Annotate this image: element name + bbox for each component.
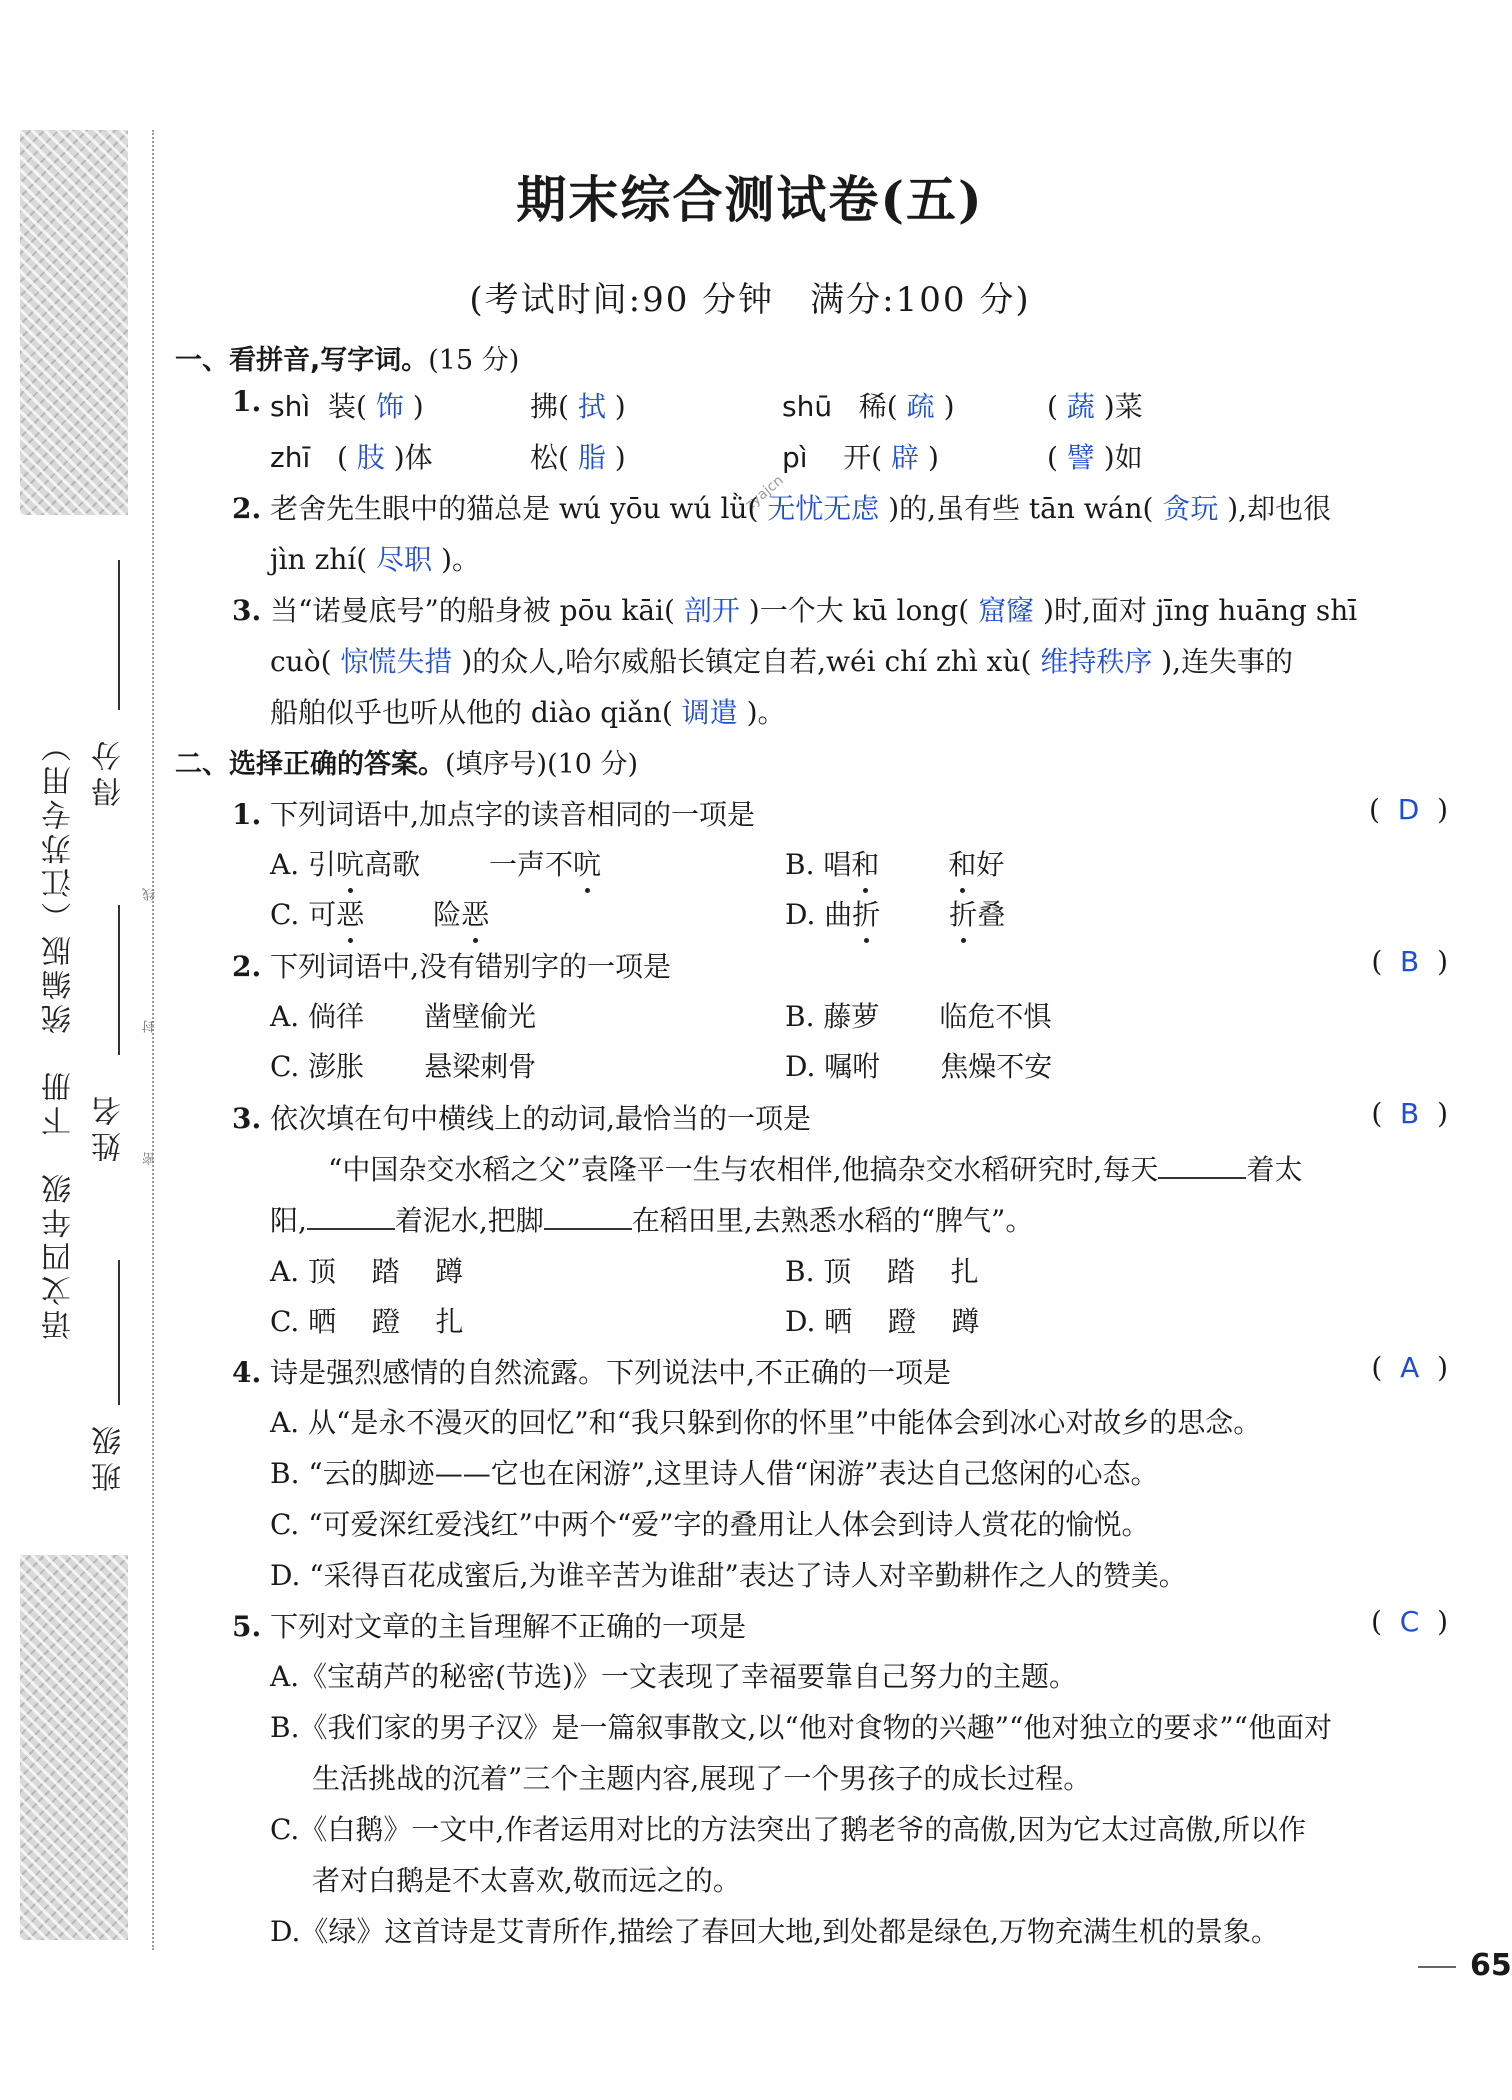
answer: 调遣 — [681, 696, 738, 729]
text: 老舍先生眼中的猫总是 wú yōu wú lǜ( — [270, 492, 759, 525]
class-label: 班级 — [92, 1420, 127, 1492]
answer: C — [1399, 1605, 1420, 1638]
s1-q1-row1 — [232, 385, 1472, 423]
answer: 疏 — [906, 390, 935, 423]
page-subtitle: (考试时间:90 分钟 满分:100 分) — [469, 280, 1031, 320]
text: 船舶似乎也听从他的 diào qiǎn( — [270, 696, 673, 729]
binding-dotted-line — [152, 130, 154, 1950]
s2-q3-option-a — [270, 1250, 463, 1290]
text: 当“诺曼底号”的船身被 pōu kāi( — [270, 594, 675, 627]
s2-q5-option-d: D.《绿》这首诗是艾青所作,描绘了春回大地,到处都是绿色,万物充满生机的景象。 — [270, 1915, 1280, 1948]
dotted-char: 折 — [852, 893, 880, 933]
s2-q3-option-c — [270, 1300, 464, 1340]
seal-mark-seal: 封 — [143, 1020, 158, 1033]
answer: B — [1400, 1097, 1420, 1130]
text: )体 — [393, 441, 433, 474]
text: 叠 — [977, 898, 1006, 931]
answer: 剖开 — [683, 594, 740, 627]
s2-q3-answer-box[interactable]: ( B ) — [1371, 1097, 1448, 1130]
section1-heading — [175, 338, 519, 377]
s2-q2-option-a — [270, 995, 536, 1035]
text: 悬梁刺骨 — [424, 1050, 537, 1083]
s2-q5-number: 5. — [232, 1610, 262, 1643]
s2-q3-passage-line2 — [270, 1199, 1033, 1239]
stem: 诗是强烈感情的自然流露。下列说法中,不正确的一项是 — [270, 1356, 952, 1389]
text: jìn zhí( — [270, 543, 368, 576]
answer: D — [1397, 793, 1420, 826]
text: 晒 — [308, 1305, 337, 1338]
text: 蹬 — [371, 1305, 400, 1338]
score-blank[interactable] — [118, 560, 120, 710]
option-letter: D. — [785, 1305, 816, 1338]
text: 焦燥不安 — [940, 1050, 1053, 1083]
s2-q5-answer-box[interactable]: ( C ) — [1370, 1605, 1448, 1638]
s2-q4-option-a: A. 从“是永不漫灭的回忆”和“我只躲到你的怀里”中能体会到冰心对故乡的思念。 — [270, 1406, 1262, 1439]
answer: 饰 — [375, 390, 404, 423]
seal-mark-secret: 密 — [143, 1152, 158, 1165]
option-letter: D. — [785, 1050, 816, 1083]
text: 开( — [843, 441, 883, 474]
answer: B — [1400, 945, 1420, 978]
s1-q1-item1 — [270, 385, 424, 425]
text: 蹲 — [951, 1305, 980, 1338]
text: ( — [1047, 441, 1058, 474]
text: 曲 — [824, 898, 853, 931]
dotted-char: 吭 — [336, 843, 364, 883]
option-letter: D. — [785, 898, 816, 931]
text: ) — [927, 441, 939, 474]
s1-q1-item3 — [782, 385, 955, 425]
page-number: 65 — [1470, 1948, 1512, 1983]
s2-q3-stem — [232, 1097, 811, 1137]
text: 蹬 — [887, 1305, 916, 1338]
text: 扎 — [950, 1255, 979, 1288]
answer: A — [1400, 1351, 1420, 1384]
s2-q2-answer-box[interactable]: ( B ) — [1371, 945, 1448, 978]
class-blank[interactable] — [118, 1260, 120, 1405]
text: 临危不惧 — [939, 1000, 1052, 1033]
answer: 蔬 — [1066, 390, 1095, 423]
decorative-pattern-bottom — [20, 1555, 128, 1940]
text: )一个大 kū long( — [748, 594, 970, 627]
s2-q1-option-a — [270, 843, 601, 883]
s1-q2-line1 — [232, 487, 1331, 527]
stem: 下列词语中,加点字的读音相同的一项是 — [270, 798, 756, 831]
name-blank[interactable] — [118, 905, 120, 1055]
option-letter: A. — [270, 1000, 300, 1033]
option-letter: A. — [270, 848, 300, 881]
text: 踏 — [371, 1255, 400, 1288]
option-letter: B. — [785, 1255, 815, 1288]
dotted-char: 吭 — [573, 843, 601, 883]
s2-q5-stem — [232, 1605, 746, 1645]
s2-q4-answer-box[interactable]: ( A ) — [1371, 1351, 1448, 1384]
answer: 维持秩序 — [1040, 645, 1153, 678]
text: )。 — [746, 696, 786, 729]
text: )如 — [1103, 441, 1143, 474]
s1-q3-line2 — [270, 640, 1293, 680]
s2-q2-option-b — [785, 995, 1051, 1035]
pinyin: shì — [270, 390, 311, 423]
s2-q5-option-b: B.《我们家的男子汉》是一篇叙事散文,以“他对食物的兴趣”“他对独立的要求”“他面对 — [270, 1711, 1332, 1744]
answer: 脂 — [577, 441, 606, 474]
text: 唱 — [823, 848, 852, 881]
section1-points: (15 分) — [428, 345, 520, 376]
seal-mark-line: 线 — [143, 888, 158, 901]
option-letter: C. — [270, 1050, 300, 1083]
answer: 贪玩 — [1162, 492, 1219, 525]
answer: 譬 — [1066, 441, 1095, 474]
section1-title: 一、看拼音,写字词。 — [175, 345, 429, 376]
option-letter: C. — [270, 898, 300, 931]
text: ) — [412, 390, 424, 423]
text: 澎胀 — [308, 1050, 365, 1083]
text: 着太 — [1246, 1153, 1303, 1186]
text: 踏 — [887, 1255, 916, 1288]
text: 着泥水,把脚 — [394, 1204, 544, 1237]
s2-q1-option-d — [785, 893, 1005, 933]
s2-q4-option-b: B. “云的脚迹——它也在闲游”,这里诗人借“闲游”表达自己悠闲的心态。 — [270, 1457, 1159, 1490]
s2-q3-passage-line1 — [328, 1148, 1302, 1188]
text: ( — [336, 441, 348, 474]
text: 藤萝 — [823, 1000, 880, 1033]
text: 蹲 — [435, 1255, 464, 1288]
s1-q3-number: 3. — [232, 594, 262, 627]
text: )。 — [441, 543, 480, 576]
s2-q4-option-d: D. “采得百花成蜜后,为谁辛苦为谁甜”表达了诗人对辛勤耕作之人的赞美。 — [270, 1559, 1187, 1592]
text: 嘱咐 — [824, 1050, 881, 1083]
page-title: 期末综合测试卷(五) — [516, 170, 984, 229]
text: )的众人,哈尔威船长镇定自若,wéi chí zhì xù( — [461, 645, 1032, 678]
text: “中国杂交水稻之父”袁隆平一生与农相伴,他搞杂交水稻研究时,每天 — [328, 1153, 1159, 1186]
s2-q2-option-d — [785, 1045, 1052, 1085]
s2-q3-option-b — [785, 1250, 979, 1290]
option-letter: C. — [270, 1305, 300, 1338]
text: 在稻田里,去熟悉水稻的“脾气”。 — [631, 1204, 1034, 1237]
text: ),却也很 — [1227, 492, 1332, 525]
text: 扎 — [435, 1305, 464, 1338]
stem: 下列对文章的主旨理解不正确的一项是 — [270, 1610, 747, 1643]
text: 高歌 — [364, 848, 421, 881]
text: 险 — [433, 898, 462, 931]
text: )时,面对 jīng huāng shī — [1043, 594, 1358, 627]
text: )菜 — [1103, 390, 1143, 423]
fill-blank-2[interactable] — [307, 1204, 395, 1230]
answer: 窟窿 — [978, 594, 1035, 627]
fill-blank-1[interactable] — [1158, 1153, 1246, 1179]
s2-q4-number: 4. — [232, 1356, 262, 1389]
option-letter: B. — [785, 848, 815, 881]
s2-q3-option-d — [785, 1300, 980, 1340]
text: ) — [614, 390, 626, 423]
text: 好 — [976, 848, 1005, 881]
s2-q3-number: 3. — [232, 1102, 262, 1135]
text: 一声不 — [488, 848, 573, 881]
answer: 辟 — [891, 441, 920, 474]
s2-q1-number: 1. — [232, 798, 262, 831]
book-banner: 语文四年级 下册 统编版（江苏专用） — [42, 728, 77, 1340]
s2-q2-number: 2. — [232, 950, 262, 983]
answer: 尽职 — [376, 543, 433, 576]
option-letter: A. — [270, 1255, 300, 1288]
s2-q5-option-b-cont: 生活挑战的沉着”三个主题内容,展现了一个男孩子的成长过程。 — [312, 1762, 1092, 1795]
fill-blank-3[interactable] — [544, 1204, 632, 1230]
dotted-char: 恶 — [461, 893, 489, 933]
s2-q5-option-a: A.《宝葫芦的秘密(节选)》一文表现了幸福要靠自己努力的主题。 — [270, 1660, 1077, 1693]
text: ( — [1047, 390, 1058, 423]
text: ) — [614, 441, 626, 474]
s2-q2-option-c — [270, 1045, 536, 1085]
s1-q3-line3 — [270, 691, 786, 731]
dotted-char: 和 — [948, 843, 976, 883]
text: cuò( — [270, 645, 332, 678]
text: 稀( — [858, 390, 898, 423]
s2-q1-option-b — [785, 843, 1004, 883]
s1-q1-item2 — [530, 385, 626, 425]
section2-heading — [175, 742, 638, 781]
dotted-char: 折 — [949, 893, 977, 933]
text: 顶 — [823, 1255, 852, 1288]
text: 引 — [308, 848, 337, 881]
text: 可 — [308, 898, 337, 931]
s2-q4-stem — [232, 1351, 951, 1391]
s2-q1-option-c — [270, 893, 489, 933]
s1-q3-line1 — [232, 589, 1357, 629]
answer: 无忧无虑 — [767, 492, 880, 525]
watermark: zyajcn — [742, 472, 787, 514]
text: 晒 — [824, 1305, 853, 1338]
text: 倘徉 — [308, 1000, 365, 1033]
text: )的,虽有些 tān wán( — [888, 492, 1154, 525]
s1-q1-item8 — [1047, 436, 1143, 476]
text: 拂( — [530, 390, 569, 423]
stem: 下列词语中,没有错别字的一项是 — [270, 950, 672, 983]
s1-q1-item5 — [270, 436, 433, 476]
pinyin: zhī — [270, 441, 311, 474]
pinyin: shū — [782, 390, 833, 423]
text: ) — [943, 390, 955, 423]
s2-q1-answer-box[interactable]: ( D ) — [1368, 793, 1448, 826]
s1-q1-number: 1. — [232, 385, 262, 418]
s1-q2-number: 2. — [232, 492, 262, 525]
page-number-rule — [1418, 1966, 1456, 1968]
answer: 肢 — [356, 441, 385, 474]
section2-title: 二、选择正确的答案。 — [175, 749, 445, 780]
dotted-char: 恶 — [336, 893, 364, 933]
s1-q2-line2 — [270, 538, 480, 578]
s2-q1-stem — [232, 793, 755, 833]
s1-q1-item7 — [782, 436, 939, 476]
answer: 拭 — [577, 390, 606, 423]
answer: 惊慌失措 — [340, 645, 453, 678]
pinyin: pì — [782, 441, 808, 474]
name-label: 姓名 — [92, 1090, 127, 1162]
text: 装( — [327, 390, 367, 423]
s2-q2-stem — [232, 945, 671, 985]
text: 顶 — [308, 1255, 337, 1288]
score-label: 得分 — [92, 735, 127, 807]
dotted-char: 和 — [851, 843, 879, 883]
s2-q4-option-c: C. “可爱深红爱浅红”中两个“爱”字的叠用让人体会到诗人赏花的愉悦。 — [270, 1508, 1150, 1541]
section2-points: (填序号)(10 分) — [445, 749, 639, 780]
s2-q5-option-c: C.《白鹅》一文中,作者运用对比的方法突出了鹅老爷的高傲,因为它太过高傲,所以作 — [270, 1813, 1307, 1846]
s1-q1-item4 — [1047, 385, 1143, 425]
text: 阳, — [270, 1204, 307, 1237]
stem: 依次填在句中横线上的动词,最恰当的一项是 — [270, 1102, 812, 1135]
text: ),连失事的 — [1161, 645, 1294, 678]
s2-q5-option-c-cont: 者对白鹅是不太喜欢,敬而远之的。 — [312, 1864, 741, 1897]
text: 凿壁偷光 — [424, 1000, 537, 1033]
option-letter: B. — [785, 1000, 815, 1033]
s1-q1-item6 — [530, 436, 626, 476]
text: 松( — [530, 441, 569, 474]
